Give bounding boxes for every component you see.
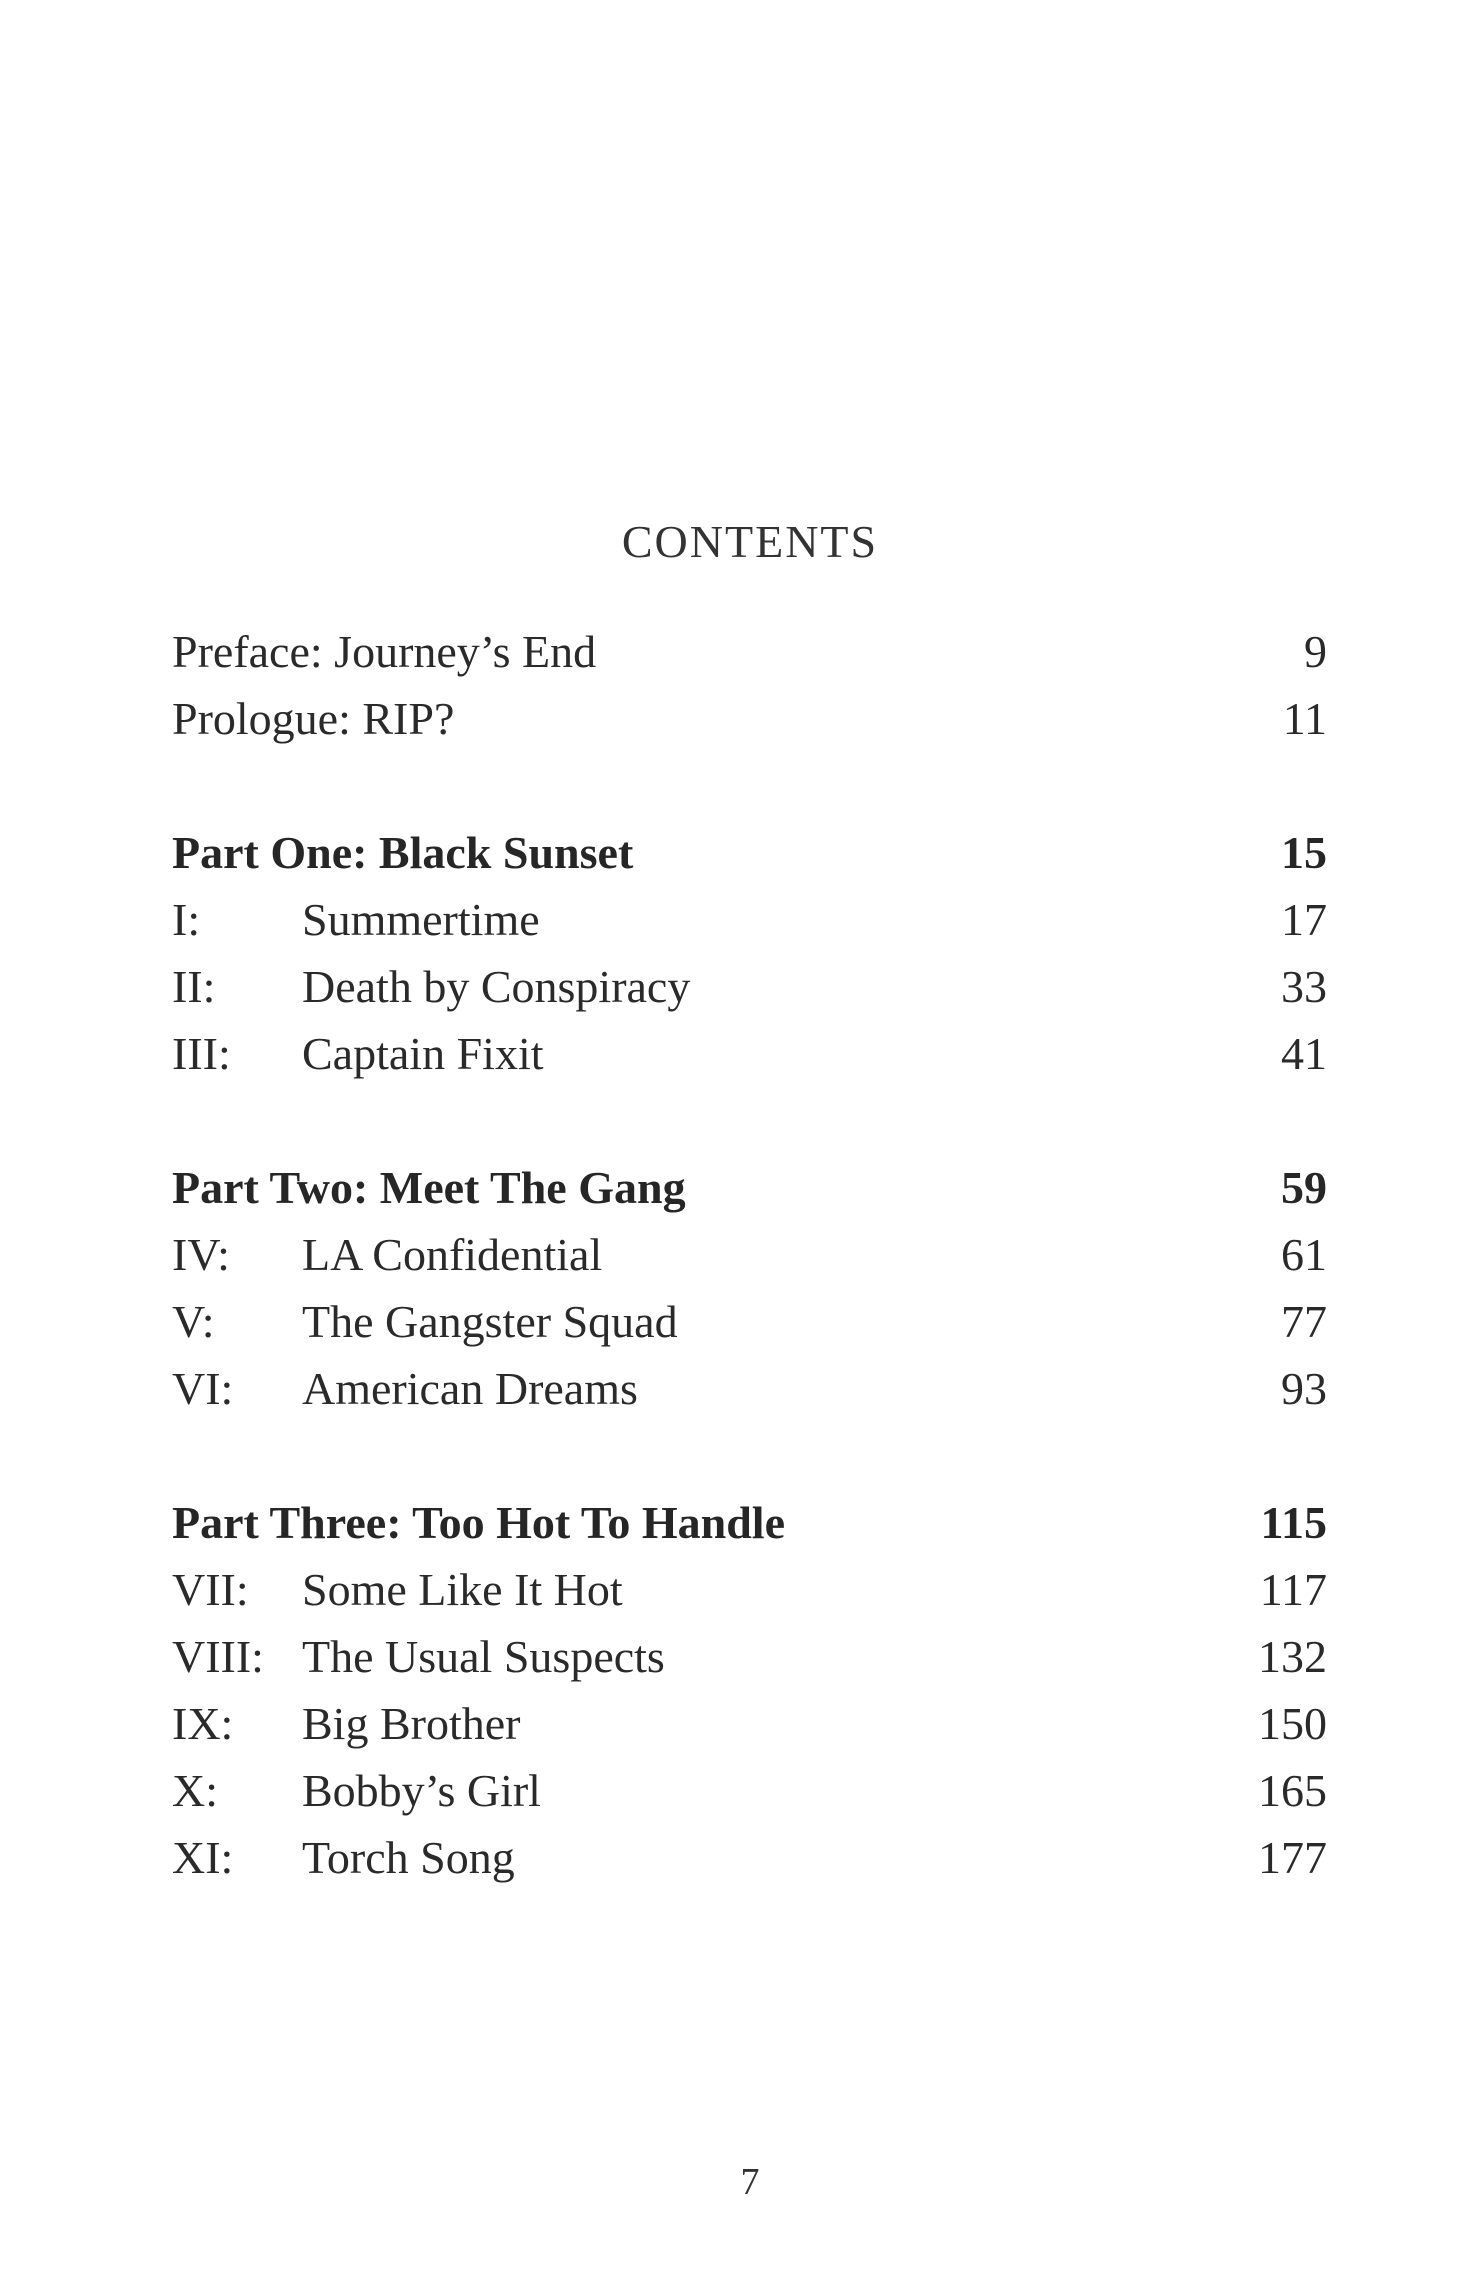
chapter-title: Bobby’s Girl [302,1765,541,1816]
chapter-title: Torch Song [302,1832,515,1883]
part-title: Part Three: Too Hot To Handle [172,1497,786,1548]
toc-chapter [172,1690,1327,1757]
entry-title: Preface: Journey’s End [172,626,597,677]
toc-chapter [172,1288,1327,1355]
chapter-numeral: V: [172,1296,215,1347]
entry-page-number: 9 [1304,626,1327,677]
chapter-page-number: 41 [1281,1028,1327,1079]
chapter-page-number: 150 [1258,1698,1327,1749]
toc-chapter [172,1623,1327,1690]
chapter-title: Captain Fixit [302,1028,544,1079]
chapter-page-number: 33 [1281,961,1327,1012]
toc-chapter [172,1824,1327,1891]
toc-chapter [172,1020,1327,1087]
section-spacer [172,1087,1327,1154]
part-page-number: 115 [1260,1497,1327,1548]
toc-entry-preface [172,618,1327,685]
chapter-page-number: 132 [1258,1631,1327,1682]
part-page-number: 15 [1281,827,1327,878]
toc-entry-prologue [172,685,1327,752]
toc-part-one [172,819,1327,886]
chapter-numeral: VIII: [172,1631,264,1682]
chapter-page-number: 177 [1258,1832,1327,1883]
chapter-page-number: 61 [1281,1229,1327,1280]
chapter-title: Summertime [302,894,540,945]
chapter-page-number: 17 [1281,894,1327,945]
chapter-page-number: 117 [1259,1564,1327,1615]
page-number-footer: 7 [740,2161,760,2203]
toc-part-three [172,1489,1327,1556]
contents-heading: CONTENTS [621,516,879,567]
chapter-numeral: III: [172,1028,231,1079]
toc-part-two [172,1154,1327,1221]
part-title: Part Two: Meet The Gang [172,1162,686,1213]
entry-title: Prologue: RIP? [172,693,455,744]
chapter-numeral: I: [172,894,201,945]
chapter-numeral: VII: [172,1564,249,1615]
chapter-page-number: 77 [1281,1296,1327,1347]
chapter-numeral: XI: [172,1832,234,1883]
chapter-numeral: IV: [172,1229,230,1280]
toc-chapter [172,1221,1327,1288]
chapter-numeral: VI: [172,1363,234,1414]
chapter-title: Some Like It Hot [302,1564,623,1615]
chapter-title: American Dreams [302,1363,638,1414]
chapter-page-number: 165 [1258,1765,1327,1816]
part-title: Part One: Black Sunset [172,827,634,878]
entry-page-number: 11 [1282,693,1327,744]
toc-chapter [172,1355,1327,1422]
toc-chapter [172,953,1327,1020]
chapter-page-number: 93 [1281,1363,1327,1414]
chapter-title: LA Confidential [302,1229,603,1280]
part-page-number: 59 [1281,1162,1327,1213]
toc-chapter [172,886,1327,953]
section-spacer [172,752,1327,819]
toc-chapter [172,1556,1327,1623]
chapter-title: The Usual Suspects [302,1631,665,1682]
chapter-numeral: X: [172,1765,218,1816]
section-spacer [172,1422,1327,1489]
chapter-numeral: IX: [172,1698,234,1749]
table-of-contents [172,618,1327,1891]
chapter-title: Big Brother [302,1698,521,1749]
toc-chapter [172,1757,1327,1824]
chapter-numeral: II: [172,961,216,1012]
chapter-title: Death by Conspiracy [302,961,691,1012]
chapter-title: The Gangster Squad [302,1296,678,1347]
